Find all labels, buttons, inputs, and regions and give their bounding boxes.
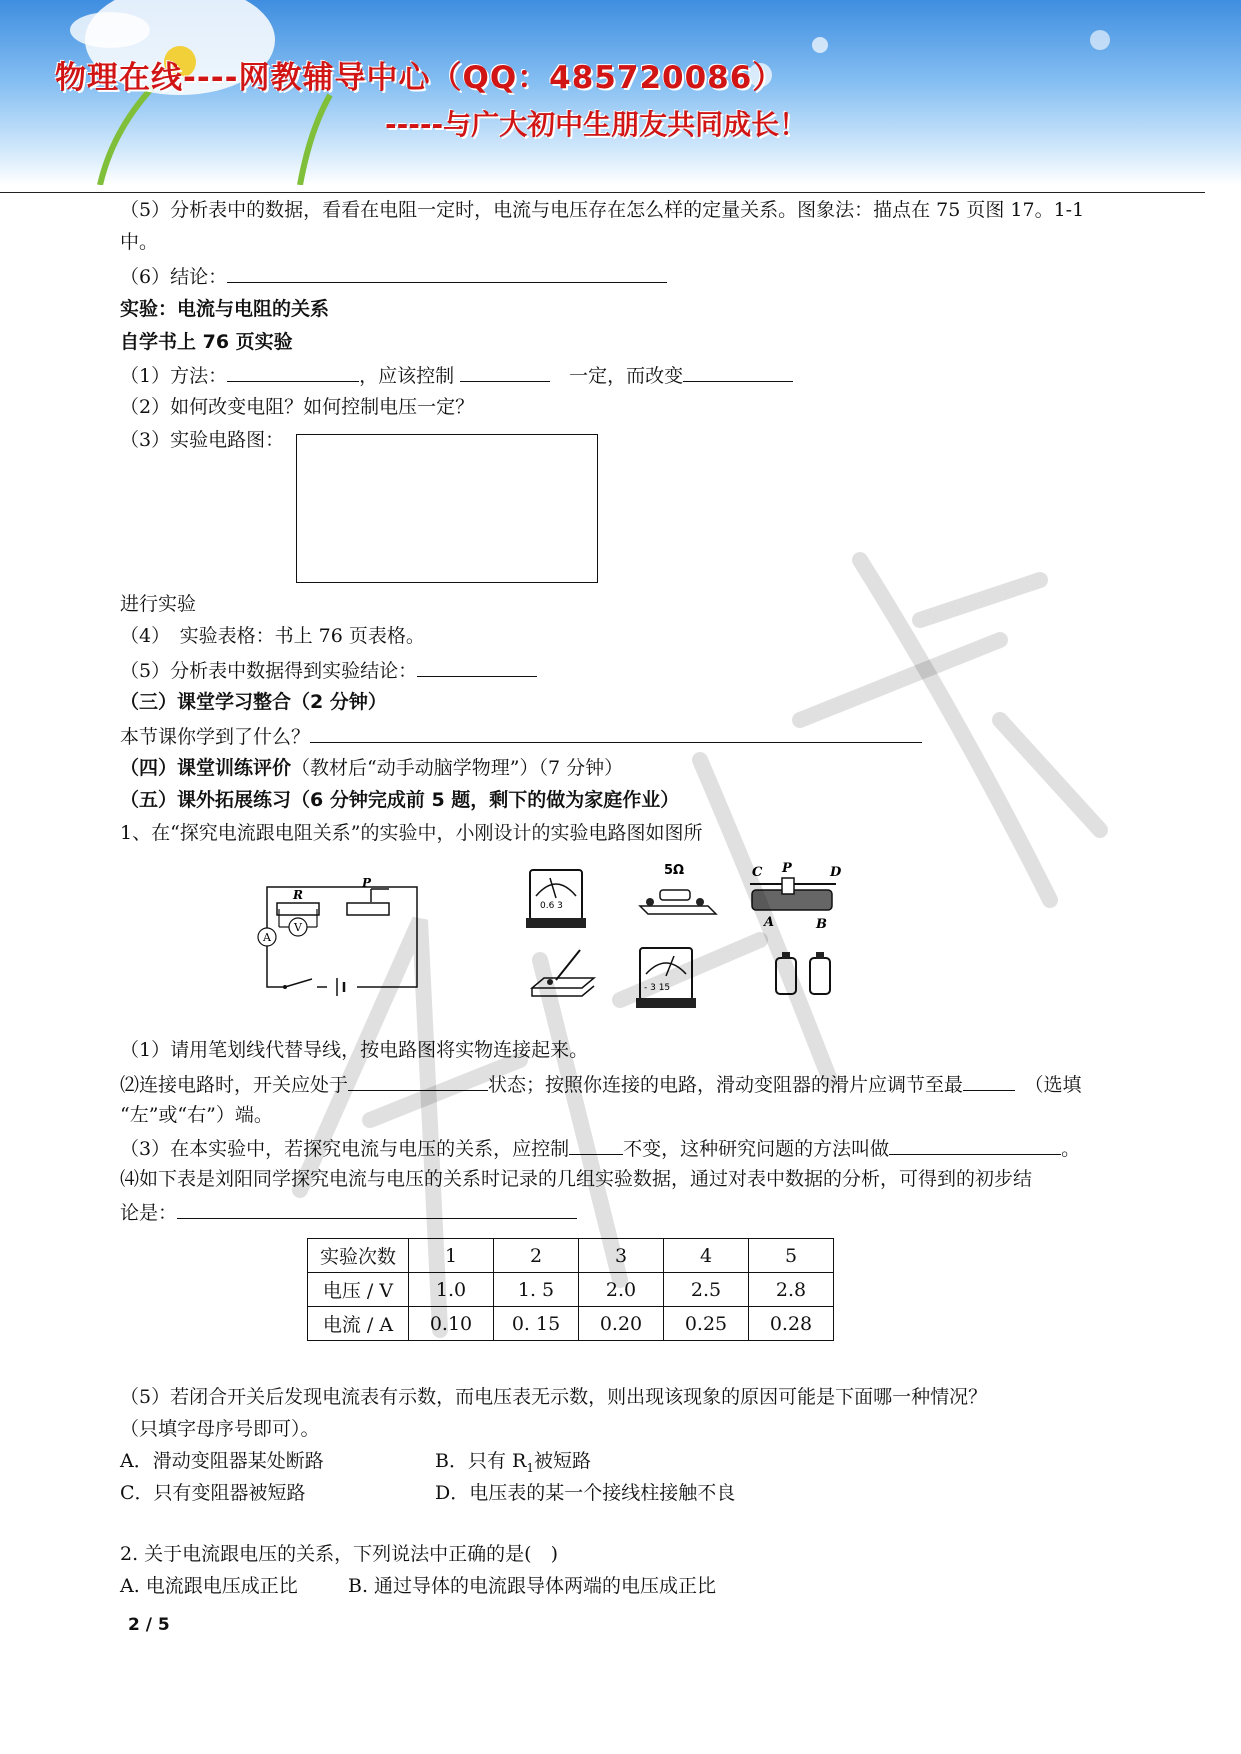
table-row [308,1307,834,1341]
answer-blank[interactable] [460,361,550,382]
voltmeter-device [636,948,696,1008]
table-cell: 1 [409,1239,494,1273]
question-text: ⑵连接电路时，开关应处于 状态；按照你连接的电路，滑动变阻器的滑片应调节至最 （选填 [120,1070,1082,1098]
section-heading: （五）课外拓展练习（6 分钟完成前 5 题，剩下的做为家庭作业） [120,789,680,811]
question-text: 2. 关于电流跟电压的关系，下列说法中正确的是( ) [120,1543,558,1565]
switch-device [532,950,594,996]
table-cell: 电压 / V [308,1273,409,1307]
answer-blank[interactable] [348,1070,488,1091]
answer-blank[interactable] [569,1134,623,1155]
text-line: 中。 [120,231,159,253]
question-text: （1）请用笔划线代替导线，按电路图将实物连接起来。 [120,1039,589,1061]
resistor-device [640,863,716,914]
text-line: （3）实验电路图： [120,429,285,451]
question-text: “左”或“右”）端。 [120,1104,273,1126]
header-divider [0,192,1205,193]
svg-text:P: P [782,861,792,876]
question-text: （3）在本实验中，若探究电流与电压的关系，应控制 不变，这种研究问题的方法叫做 。 [120,1134,1080,1162]
resistor-label: R [293,888,303,902]
conclusion-label: （6）结论： [120,266,228,288]
text-line: 进行实验 [120,593,197,615]
circuit-diagram-box[interactable] [296,434,598,583]
table-cell: 0.25 [664,1307,749,1341]
text-line: （1）方法： ，应该控制 一定，而改变 [120,361,793,389]
table-cell: 0. 15 [494,1307,579,1341]
banner-title: 物理在线----网教辅导中心（QQ：485720086） [55,60,785,96]
table-cell: 4 [664,1239,749,1273]
question-text: （5）若闭合开关后发现电流表有示数，而电压表无示数，则出现该现象的原因可能是下面哪一种情况？ [120,1386,988,1408]
voltmeter-scale: - 3 15 [644,983,671,993]
table-cell: 2.5 [664,1273,749,1307]
svg-text:A: A [764,915,775,930]
ammeter-scale: 0.6 3 [540,901,563,911]
section-heading: 自学书上 76 页实验 [120,331,293,353]
voltmeter-label: V [294,921,302,934]
text-line: （5）分析表中的数据，看看在电阻一定时，电流与电压存在怎么样的定量关系。图象法：描点在 75 页图 17。1-1 [120,199,1085,221]
table-cell: 2 [494,1239,579,1273]
option-a[interactable]: A．滑动变阻器某处断路 [120,1450,324,1472]
table-cell: 实验次数 [308,1239,409,1273]
svg-text:D: D [830,865,842,880]
answer-blank[interactable] [177,1198,577,1219]
text-line: 本节课你学到了什么？ [120,722,922,750]
question-text: ⑷如下表是刘阳同学探究电流与电压的关系时记录的几组实验数据，通过对表中数据的分析，可得到的初步结 [120,1168,1033,1190]
data-table [307,1238,834,1341]
circuit-schematic [255,875,430,1000]
table-cell: 2.8 [749,1273,834,1307]
answer-blank[interactable] [227,262,667,283]
table-cell: 1. 5 [494,1273,579,1307]
answer-blank[interactable] [310,722,922,743]
answer-blank[interactable] [417,656,537,677]
question-text: 1、在“探究电流跟电阻关系”的实验中，小刚设计的实验电路图如图所 [120,822,703,844]
question-text: （只填字母序号即可）。 [120,1418,320,1440]
page-number: 2 / 5 [128,1615,170,1635]
ammeter-device [526,870,586,928]
table-cell: 0.10 [409,1307,494,1341]
text-line: （4） 实验表格：书上 76 页表格。 [120,625,425,647]
option-a[interactable]: A. 电流跟电压成正比 [120,1575,298,1597]
resistor-value-label: 5Ω [664,863,685,878]
table-cell: 0.28 [749,1307,834,1341]
question-text: 论是： [120,1198,577,1226]
text-line [120,262,667,290]
battery-device [776,952,830,994]
option-c[interactable]: C．只有变阻器被短路 [120,1482,306,1504]
section-heading: （四）课堂训练评价（教材后“动手动脑学物理”）（7 分钟） [120,757,624,779]
table-cell: 1.0 [409,1273,494,1307]
table-cell: 电流 / A [308,1307,409,1341]
table-cell: 3 [579,1239,664,1273]
svg-text:C: C [752,865,763,880]
table-cell: 2.0 [579,1273,664,1307]
table-row [308,1273,834,1307]
equipment-illustrations [520,858,860,1018]
slider-label: P [362,876,372,890]
section-heading: （三）课堂学习整合（2 分钟） [120,691,387,713]
option-b[interactable]: B. 通过导体的电流跟导体两端的电压成正比 [348,1575,717,1597]
ammeter-label: A [263,931,271,944]
text-line: （5）分析表中数据得到实验结论： [120,656,537,684]
answer-blank[interactable] [889,1134,1061,1155]
rheostat-device [750,861,842,932]
option-b[interactable]: B．只有 $R_1$被短路 [435,1450,591,1475]
option-d[interactable]: D．电压表的某一个接线柱接触不良 [435,1482,736,1504]
banner-subtitle: -----与广大初中生朋友共同成长！ [385,108,808,141]
table-cell: 5 [749,1239,834,1273]
answer-blank[interactable] [227,361,359,382]
section-heading: 实验：电流与电阻的关系 [120,298,330,320]
table-row [308,1239,834,1273]
table-cell: 0.20 [579,1307,664,1341]
header-banner [0,0,1241,185]
answer-blank[interactable] [963,1070,1015,1091]
svg-text:B: B [816,917,827,932]
text-line: （2）如何改变电阻？如何控制电压一定？ [120,396,475,418]
answer-blank[interactable] [683,361,793,382]
